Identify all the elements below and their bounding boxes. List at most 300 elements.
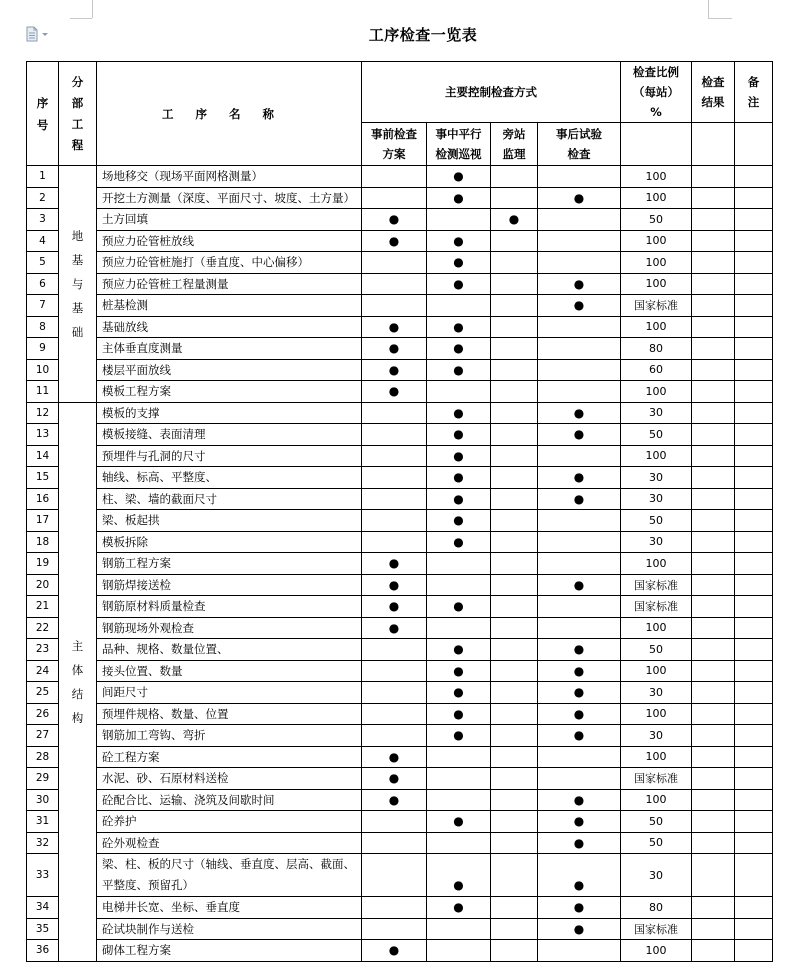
check-result	[692, 187, 735, 209]
mark-pre	[362, 940, 427, 962]
check-result	[692, 402, 735, 424]
check-result	[692, 488, 735, 510]
mark-post	[538, 531, 621, 553]
row-number: 11	[27, 381, 59, 403]
mark-side	[491, 338, 538, 360]
row-number: 29	[27, 768, 59, 790]
filled-circle-icon: ●	[453, 814, 464, 829]
row-number: 33	[27, 854, 59, 897]
check-ratio: 30	[621, 725, 692, 747]
check-result	[692, 381, 735, 403]
process-name: 水泥、砂、石原材料送检	[97, 768, 362, 790]
check-ratio: 100	[621, 230, 692, 252]
check-result	[692, 230, 735, 252]
filled-circle-icon: ●	[573, 835, 585, 850]
mark-pre	[362, 252, 427, 274]
row-number: 15	[27, 467, 59, 489]
remarks	[735, 531, 773, 553]
mark-post	[538, 918, 621, 940]
table-row	[27, 854, 773, 897]
filled-circle-icon: ●	[573, 878, 585, 892]
mark-mid	[427, 316, 491, 338]
mark-pre	[362, 682, 427, 704]
mark-pre	[362, 488, 427, 510]
row-number: 12	[27, 402, 59, 424]
row-number: 13	[27, 424, 59, 446]
filled-circle-icon: ●	[388, 341, 400, 356]
filled-circle-icon: ●	[388, 319, 400, 334]
process-name: 桩基检测	[97, 295, 362, 317]
check-result	[692, 553, 735, 575]
process-name: 主体垂直度测量	[97, 338, 362, 360]
row-number: 35	[27, 918, 59, 940]
check-ratio: 50	[621, 510, 692, 532]
mark-mid	[427, 660, 491, 682]
filled-circle-icon: ●	[453, 900, 464, 915]
table-row	[27, 187, 773, 209]
process-name: 砼试块制作与送检	[97, 918, 362, 940]
remarks	[735, 832, 773, 854]
mark-mid	[427, 703, 491, 725]
remarks	[735, 789, 773, 811]
mark-pre	[362, 381, 427, 403]
mark-post	[538, 682, 621, 704]
filled-circle-icon: ●	[453, 534, 464, 549]
mark-side	[491, 187, 538, 209]
check-ratio: 国家标准	[621, 596, 692, 618]
check-ratio: 国家标准	[621, 295, 692, 317]
check-result	[692, 295, 735, 317]
filled-circle-icon: ●	[573, 814, 585, 829]
filled-circle-icon: ●	[573, 921, 585, 936]
check-result	[692, 445, 735, 467]
row-number: 3	[27, 209, 59, 231]
mark-post	[538, 897, 621, 919]
mark-side	[491, 789, 538, 811]
check-ratio: 50	[621, 832, 692, 854]
filled-circle-icon: ●	[388, 384, 400, 399]
check-ratio: 100	[621, 252, 692, 274]
row-number: 31	[27, 811, 59, 833]
row-number: 34	[27, 897, 59, 919]
mark-side	[491, 488, 538, 510]
remarks	[735, 639, 773, 661]
mark-side	[491, 402, 538, 424]
mark-post	[538, 467, 621, 489]
remarks	[735, 725, 773, 747]
table-row	[27, 897, 773, 919]
check-ratio: 50	[621, 639, 692, 661]
filled-circle-icon: ●	[453, 255, 464, 270]
mark-post	[538, 768, 621, 790]
check-result	[692, 768, 735, 790]
mark-post	[538, 832, 621, 854]
mark-side	[491, 553, 538, 575]
check-result	[692, 789, 735, 811]
mark-post	[538, 488, 621, 510]
remarks	[735, 897, 773, 919]
check-result	[692, 854, 735, 897]
filled-circle-icon: ●	[453, 599, 464, 614]
table-row	[27, 768, 773, 790]
row-number: 22	[27, 617, 59, 639]
check-ratio: 50	[621, 811, 692, 833]
process-name: 梁、柱、板的尺寸（轴线、垂直度、层高、截面、平整度、预留孔）	[97, 854, 362, 897]
process-name: 轴线、标高、平整度、	[97, 467, 362, 489]
table-row	[27, 424, 773, 446]
mark-pre	[362, 660, 427, 682]
check-result	[692, 424, 735, 446]
mark-pre	[362, 553, 427, 575]
check-result	[692, 209, 735, 231]
check-result	[692, 811, 735, 833]
process-name: 模板拆除	[97, 531, 362, 553]
check-ratio: 100	[621, 617, 692, 639]
check-result	[692, 574, 735, 596]
mark-post	[538, 209, 621, 231]
filled-circle-icon: ●	[388, 792, 400, 807]
filled-circle-icon: ●	[573, 792, 585, 807]
filled-circle-icon: ●	[453, 341, 464, 356]
mark-side	[491, 295, 538, 317]
mark-pre	[362, 531, 427, 553]
mark-post	[538, 746, 621, 768]
process-name: 预应力砼管桩工程量测量	[97, 273, 362, 295]
table-row	[27, 746, 773, 768]
mark-pre	[362, 574, 427, 596]
header-ratio: 检查比例（每站）%	[621, 62, 692, 123]
mark-side	[491, 811, 538, 833]
remarks	[735, 359, 773, 381]
mark-side	[491, 166, 538, 188]
filled-circle-icon: ●	[453, 448, 464, 463]
mark-side	[491, 230, 538, 252]
mark-mid	[427, 617, 491, 639]
mark-side	[491, 424, 538, 446]
mark-pre	[362, 359, 427, 381]
mark-pre	[362, 617, 427, 639]
table-row	[27, 252, 773, 274]
remarks	[735, 510, 773, 532]
table-row	[27, 488, 773, 510]
check-result	[692, 252, 735, 274]
page-title: 工序检查一览表	[368, 26, 478, 44]
filled-circle-icon: ●	[453, 319, 464, 334]
row-number: 4	[27, 230, 59, 252]
filled-circle-icon: ●	[573, 427, 585, 442]
mark-pre	[362, 295, 427, 317]
mark-pre	[362, 230, 427, 252]
check-ratio: 30	[621, 682, 692, 704]
mark-mid	[427, 209, 491, 231]
mark-mid	[427, 553, 491, 575]
mark-post	[538, 703, 621, 725]
check-result	[692, 316, 735, 338]
check-result	[692, 660, 735, 682]
remarks	[735, 381, 773, 403]
crop-mark-left	[92, 0, 93, 18]
mark-post	[538, 295, 621, 317]
row-number: 1	[27, 166, 59, 188]
check-result	[692, 682, 735, 704]
mark-post	[538, 596, 621, 618]
check-result	[692, 467, 735, 489]
mark-side	[491, 940, 538, 962]
mark-pre	[362, 746, 427, 768]
mark-pre	[362, 166, 427, 188]
remarks	[735, 295, 773, 317]
mark-side	[491, 445, 538, 467]
check-result	[692, 725, 735, 747]
table-row	[27, 703, 773, 725]
filled-circle-icon: ●	[453, 470, 464, 485]
check-ratio: 国家标准	[621, 768, 692, 790]
filled-circle-icon: ●	[573, 685, 585, 700]
mark-post	[538, 940, 621, 962]
row-number: 18	[27, 531, 59, 553]
process-name: 预埋件规格、数量、位置	[97, 703, 362, 725]
mark-pre	[362, 273, 427, 295]
mark-pre	[362, 424, 427, 446]
mark-post	[538, 187, 621, 209]
remarks	[735, 940, 773, 962]
mark-mid	[427, 574, 491, 596]
mark-pre	[362, 725, 427, 747]
crop-mark-right	[708, 0, 709, 18]
mark-side	[491, 467, 538, 489]
process-name: 柱、梁、墙的截面尺寸	[97, 488, 362, 510]
remarks	[735, 660, 773, 682]
mark-side	[491, 209, 538, 231]
mark-side	[491, 746, 538, 768]
mark-side	[491, 252, 538, 274]
table-row	[27, 918, 773, 940]
mark-pre	[362, 445, 427, 467]
check-ratio: 80	[621, 338, 692, 360]
check-ratio: 100	[621, 746, 692, 768]
division-name: 地基与基础	[71, 228, 84, 339]
filled-circle-icon: ●	[453, 685, 464, 700]
filled-circle-icon: ●	[573, 577, 585, 592]
mark-pre	[362, 467, 427, 489]
table-row	[27, 940, 773, 962]
filled-circle-icon: ●	[388, 362, 400, 377]
check-result	[692, 832, 735, 854]
remarks	[735, 854, 773, 897]
filled-circle-icon: ●	[453, 427, 464, 442]
mark-pre	[362, 918, 427, 940]
process-name: 预埋件与孔洞的尺寸	[97, 445, 362, 467]
row-number: 19	[27, 553, 59, 575]
process-name: 开挖土方测量（深度、平面尺寸、坡度、土方量）	[97, 187, 362, 209]
table-row	[27, 316, 773, 338]
table-row	[27, 725, 773, 747]
filled-circle-icon: ●	[388, 620, 400, 635]
table-row	[27, 467, 773, 489]
mark-side	[491, 359, 538, 381]
mark-post	[538, 316, 621, 338]
inspection-table	[26, 61, 773, 962]
row-number: 8	[27, 316, 59, 338]
filled-circle-icon: ●	[573, 728, 585, 743]
mark-mid	[427, 940, 491, 962]
row-number: 14	[27, 445, 59, 467]
row-number: 24	[27, 660, 59, 682]
mark-side	[491, 918, 538, 940]
check-ratio: 30	[621, 467, 692, 489]
check-ratio: 100	[621, 703, 692, 725]
mark-pre	[362, 897, 427, 919]
table-row	[27, 510, 773, 532]
check-result	[692, 703, 735, 725]
filled-circle-icon: ●	[573, 706, 585, 721]
filled-circle-icon: ●	[453, 233, 464, 248]
table-row	[27, 273, 773, 295]
mark-post	[538, 574, 621, 596]
mark-mid	[427, 381, 491, 403]
mark-mid	[427, 832, 491, 854]
process-name: 土方回填	[97, 209, 362, 231]
mark-mid	[427, 510, 491, 532]
mark-mid	[427, 596, 491, 618]
process-name: 基础放线	[97, 316, 362, 338]
table-row	[27, 617, 773, 639]
mark-post	[538, 424, 621, 446]
header-post-test: 事后试验检查	[538, 123, 621, 166]
filled-circle-icon: ●	[573, 405, 585, 420]
row-number: 9	[27, 338, 59, 360]
remarks	[735, 402, 773, 424]
check-ratio: 100	[621, 187, 692, 209]
filled-circle-icon: ●	[453, 491, 464, 506]
mark-mid	[427, 725, 491, 747]
mark-side	[491, 531, 538, 553]
mark-post	[538, 381, 621, 403]
header-process-name: 工序名称	[97, 62, 362, 166]
table-row	[27, 445, 773, 467]
remarks	[735, 811, 773, 833]
remarks	[735, 574, 773, 596]
mark-pre	[362, 854, 427, 897]
mark-side	[491, 381, 538, 403]
check-result	[692, 617, 735, 639]
mark-mid	[427, 854, 491, 897]
mark-post	[538, 445, 621, 467]
mark-mid	[427, 273, 491, 295]
crop-mark-right-h	[708, 18, 732, 19]
mark-pre	[362, 316, 427, 338]
mark-post	[538, 617, 621, 639]
mark-post	[538, 510, 621, 532]
filled-circle-icon: ●	[573, 470, 585, 485]
row-number: 17	[27, 510, 59, 532]
division-label	[59, 402, 97, 961]
process-name: 间距尺寸	[97, 682, 362, 704]
process-name: 钢筋加工弯钩、弯折	[97, 725, 362, 747]
row-number: 21	[27, 596, 59, 618]
mark-pre	[362, 703, 427, 725]
process-name: 砼养护	[97, 811, 362, 833]
process-name: 钢筋现场外观检查	[97, 617, 362, 639]
mark-mid	[427, 768, 491, 790]
process-name: 砼配合比、运输、浇筑及间歇时间	[97, 789, 362, 811]
table-row	[27, 574, 773, 596]
row-number: 28	[27, 746, 59, 768]
check-ratio: 100	[621, 789, 692, 811]
table-row	[27, 639, 773, 661]
division-label	[59, 166, 97, 403]
mark-mid	[427, 445, 491, 467]
remarks	[735, 273, 773, 295]
mark-post	[538, 789, 621, 811]
check-ratio: 50	[621, 209, 692, 231]
remarks	[735, 553, 773, 575]
mark-post	[538, 252, 621, 274]
table-row	[27, 531, 773, 553]
check-ratio: 100	[621, 273, 692, 295]
header-pre-check: 事前检查方案	[362, 123, 427, 166]
mark-mid	[427, 359, 491, 381]
mark-side	[491, 596, 538, 618]
row-number: 36	[27, 940, 59, 962]
mark-side	[491, 316, 538, 338]
mark-mid	[427, 897, 491, 919]
division-name: 主体结构	[71, 638, 84, 725]
filled-circle-icon: ●	[573, 491, 585, 506]
mark-mid	[427, 402, 491, 424]
mark-pre	[362, 510, 427, 532]
row-number: 23	[27, 639, 59, 661]
mark-side	[491, 574, 538, 596]
check-ratio: 80	[621, 897, 692, 919]
process-name: 砌体工程方案	[97, 940, 362, 962]
check-ratio: 国家标准	[621, 918, 692, 940]
mark-mid	[427, 746, 491, 768]
process-name: 砼外观检查	[97, 832, 362, 854]
filled-circle-icon: ●	[453, 642, 464, 657]
mark-pre	[362, 596, 427, 618]
mark-side	[491, 639, 538, 661]
remarks	[735, 488, 773, 510]
mark-post	[538, 166, 621, 188]
row-number: 5	[27, 252, 59, 274]
remarks	[735, 424, 773, 446]
process-name: 预应力砼管桩施打（垂直度、中心偏移）	[97, 252, 362, 274]
remarks	[735, 230, 773, 252]
filled-circle-icon: ●	[573, 663, 585, 678]
mark-mid	[427, 166, 491, 188]
table-row	[27, 209, 773, 231]
filled-circle-icon: ●	[573, 298, 585, 313]
mark-post	[538, 553, 621, 575]
filled-circle-icon: ●	[388, 577, 400, 592]
row-number: 26	[27, 703, 59, 725]
remarks	[735, 252, 773, 274]
filled-circle-icon: ●	[453, 878, 464, 892]
row-number: 10	[27, 359, 59, 381]
process-name: 楼层平面放线	[97, 359, 362, 381]
mark-mid	[427, 811, 491, 833]
table-row	[27, 230, 773, 252]
mark-pre	[362, 789, 427, 811]
filled-circle-icon: ●	[573, 190, 585, 205]
filled-circle-icon: ●	[453, 276, 464, 291]
mark-mid	[427, 531, 491, 553]
mark-post	[538, 660, 621, 682]
check-ratio: 30	[621, 402, 692, 424]
mark-side	[491, 832, 538, 854]
filled-circle-icon: ●	[573, 642, 585, 657]
